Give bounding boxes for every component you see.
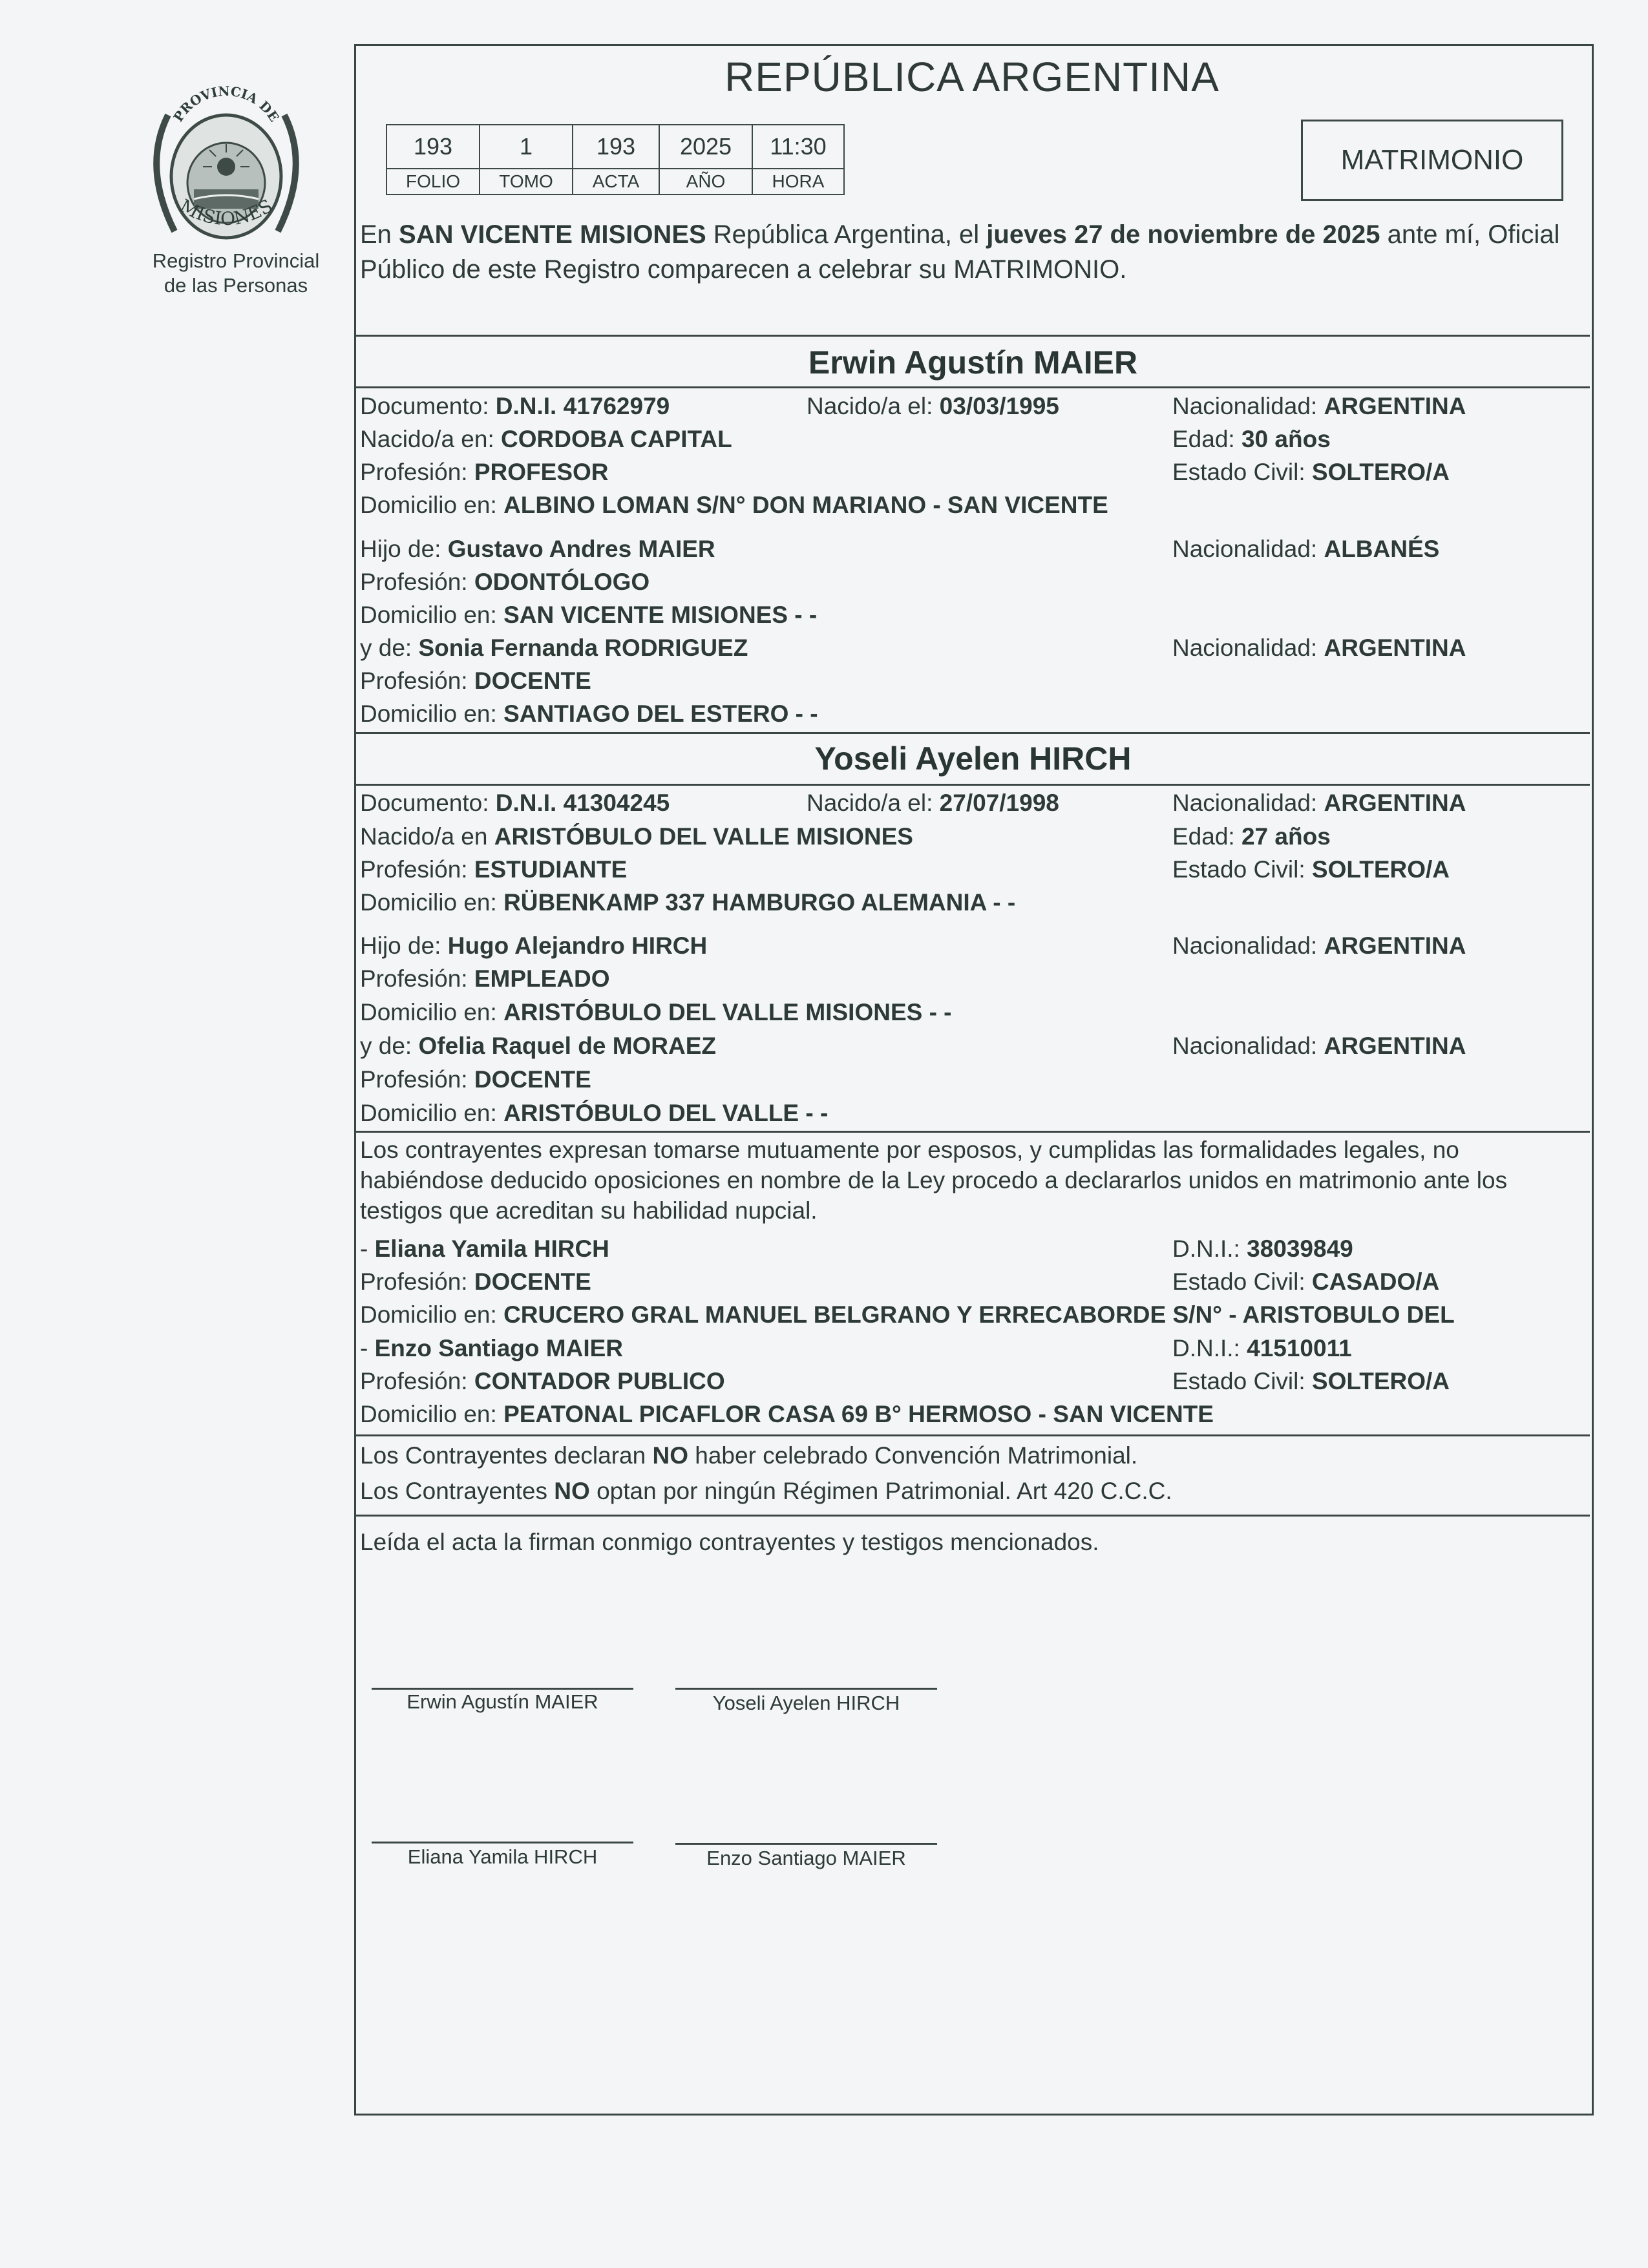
spouse1-mother-profesion: Profesión: DOCENTE — [360, 667, 591, 694]
spouse2-profesion: Profesión: ESTUDIANTE — [360, 856, 628, 883]
signature-line — [372, 1688, 633, 1690]
spouse2-nacido-el: Nacido/a el: 27/07/1998 — [807, 790, 1059, 816]
ano-label: AÑO — [659, 169, 752, 194]
spouse1-father-nacionalidad: Nacionalidad: ALBANÉS — [1172, 536, 1440, 562]
spouse1-mother-domicilio: Domicilio en: SANTIAGO DEL ESTERO - - — [360, 700, 818, 727]
hora-value: 11:30 — [752, 125, 844, 169]
signature-name: Eliana Yamila HIRCH — [407, 1845, 598, 1868]
document-title: REPÚBLICA ARGENTINA — [724, 54, 1220, 100]
witness2-name: - Enzo Santiago MAIER — [360, 1335, 624, 1361]
intro-paragraph — [360, 217, 1588, 287]
spouse1-nacido-el: Nacido/a el: 03/03/1995 — [807, 393, 1059, 419]
spouse1-domicilio: Domicilio en: ALBINO LOMAN S/N° DON MARIANO - SAN VICENTE — [360, 492, 1108, 518]
spouse2-nacionalidad: Nacionalidad: ARGENTINA — [1172, 790, 1466, 816]
divider — [356, 1515, 1590, 1517]
spouse1-nacionalidad: Nacionalidad: ARGENTINA — [1172, 393, 1466, 419]
intro-text: República Argentina, el — [706, 220, 987, 249]
ano-value: 2025 — [659, 125, 752, 169]
intro-date: jueves 27 de noviembre de 2025 — [986, 220, 1380, 249]
signature-name: Yoseli Ayelen HIRCH — [712, 1692, 900, 1714]
witness1-profesion: Profesión: DOCENTE — [360, 1268, 591, 1295]
spouse1-name-heading: Erwin Agustín MAIER — [808, 344, 1138, 381]
signature-line — [675, 1688, 937, 1690]
spouse2-mother-nacionalidad: Nacionalidad: ARGENTINA — [1172, 1033, 1466, 1059]
record-table — [386, 124, 845, 195]
folio-value: 193 — [386, 125, 480, 169]
spouse2-domicilio: Domicilio en: RÜBENKAMP 337 HAMBURGO ALEMANIA - - — [360, 889, 1016, 916]
signature-name: Erwin Agustín MAIER — [407, 1690, 598, 1713]
intro-place: SAN VICENTE MISIONES — [399, 220, 706, 249]
signature-line — [372, 1842, 633, 1843]
witness1-domicilio: Domicilio en: CRUCERO GRAL MANUEL BELGRANO Y ERRECABORDE S/N° - ARISTOBULO DEL — [360, 1301, 1455, 1328]
witness1-estado-civil: Estado Civil: CASADO/A — [1172, 1268, 1440, 1295]
spouse1-estado-civil: Estado Civil: SOLTERO/A — [1172, 459, 1450, 485]
intro-text: ante mí, Oficial Público de este Registro comparecen a celebrar su MATRIMONIO. — [360, 220, 1560, 284]
spouse1-profesion: Profesión: PROFESOR — [360, 459, 609, 485]
spouse1-nacido-en: Nacido/a en: CORDOBA CAPITAL — [360, 426, 732, 452]
spouse2-mother-domicilio: Domicilio en: ARISTÓBULO DEL VALLE - - — [360, 1100, 829, 1126]
registry-line-2: de las Personas — [164, 274, 308, 297]
witness2-estado-civil: Estado Civil: SOLTERO/A — [1172, 1368, 1450, 1394]
intro-text: En — [360, 220, 399, 249]
closing-text: Leída el acta la firman conmigo contrayentes y testigos mencionados. — [360, 1529, 1099, 1555]
spouse2-mother: y de: Ofelia Raquel de MORAEZ — [360, 1033, 717, 1059]
spouse2-estado-civil: Estado Civil: SOLTERO/A — [1172, 856, 1450, 883]
spouse1-mother-nacionalidad: Nacionalidad: ARGENTINA — [1172, 635, 1466, 661]
declaration-paragraph: Los contrayentes expresan tomarse mutuamente por esposos, y cumplidas las formalidades legales, no habiéndose deducido oposiciones en nombre de la Ley procedo a declararlos unidos en matrimonio ante los testigos que acreditan su habilidad nupcial. — [360, 1137, 1508, 1224]
spouse2-nacido-en: Nacido/a en ARISTÓBULO DEL VALLE MISIONES — [360, 823, 913, 850]
divider — [356, 386, 1590, 388]
spouse2-documento: Documento: D.N.I. 41304245 — [360, 790, 670, 816]
divider — [356, 1131, 1590, 1133]
signature-name: Enzo Santiago MAIER — [706, 1847, 906, 1869]
witness2-dni: D.N.I.: 41510011 — [1172, 1335, 1352, 1361]
misiones-province-seal — [129, 70, 323, 264]
folio-label: FOLIO — [386, 169, 480, 194]
regime-line-2: Los Contrayentes NO optan por ningún Régimen Patrimonial. Art 420 C.C.C. — [360, 1478, 1172, 1504]
spouse1-edad: Edad: 30 años — [1172, 426, 1331, 452]
regime-line-1: Los Contrayentes declaran NO haber celebrado Convención Matrimonial. — [360, 1442, 1138, 1469]
divider — [356, 732, 1590, 734]
divider — [356, 335, 1590, 337]
tomo-label: TOMO — [480, 169, 573, 194]
witness2-profesion: Profesión: CONTADOR PUBLICO — [360, 1368, 725, 1394]
spouse2-edad: Edad: 27 años — [1172, 823, 1331, 850]
spouse1-father-profesion: Profesión: ODONTÓLOGO — [360, 569, 650, 595]
spouse2-father-profesion: Profesión: EMPLEADO — [360, 965, 610, 992]
spouse2-father-domicilio: Domicilio en: ARISTÓBULO DEL VALLE MISIONES - - — [360, 999, 952, 1025]
seal-bottom-text: MISIONES — [176, 194, 277, 230]
spouse1-father-domicilio: Domicilio en: SAN VICENTE MISIONES - - — [360, 602, 818, 628]
divider — [356, 1434, 1590, 1436]
witness1-dni: D.N.I.: 38039849 — [1172, 1235, 1353, 1262]
spouse2-mother-profesion: Profesión: DOCENTE — [360, 1066, 591, 1093]
registry-line-1: Registro Provincial — [152, 249, 320, 272]
spouse2-father-nacionalidad: Nacionalidad: ARGENTINA — [1172, 932, 1466, 959]
acta-label: ACTA — [573, 169, 659, 194]
spouse1-documento: Documento: D.N.I. 41762979 — [360, 393, 670, 419]
spouse1-father: Hijo de: Gustavo Andres MAIER — [360, 536, 715, 562]
acta-value: 193 — [573, 125, 659, 169]
divider — [356, 784, 1590, 786]
hora-label: HORA — [752, 169, 844, 194]
spouse2-father: Hijo de: Hugo Alejandro HIRCH — [360, 932, 708, 959]
witness2-domicilio: Domicilio en: PEATONAL PICAFLOR CASA 69 B° HERMOSO - SAN VICENTE — [360, 1401, 1214, 1427]
record-type: MATRIMONIO — [1301, 120, 1563, 201]
witness1-name: - Eliana Yamila HIRCH — [360, 1235, 609, 1262]
registry-name — [116, 249, 355, 298]
spouse2-name-heading: Yoseli Ayelen HIRCH — [814, 740, 1132, 777]
spouse1-mother: y de: Sonia Fernanda RODRIGUEZ — [360, 635, 748, 661]
tomo-value: 1 — [480, 125, 573, 169]
signature-line — [675, 1843, 937, 1845]
seal-top-text: PROVINCIA DE — [170, 83, 282, 125]
